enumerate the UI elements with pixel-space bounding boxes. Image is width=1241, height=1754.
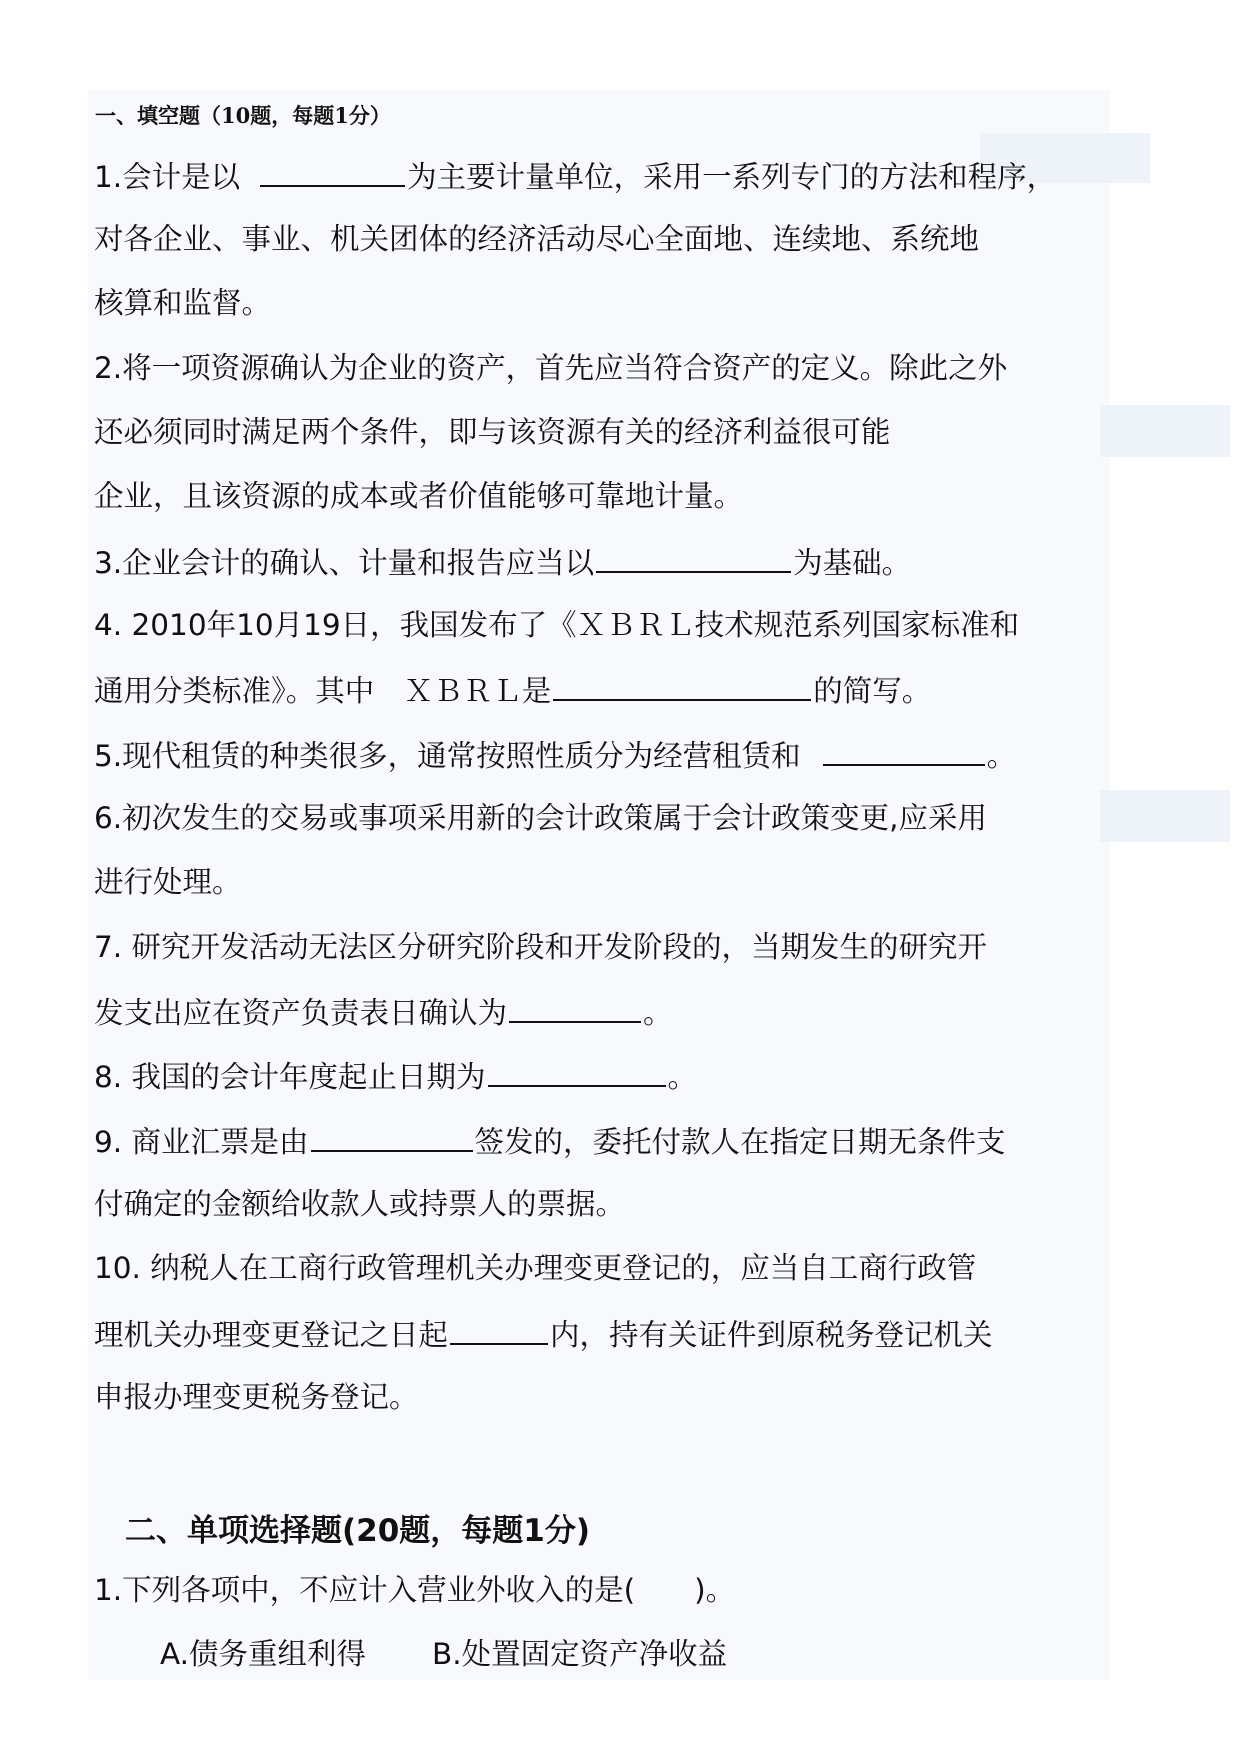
line-text: 9. 商业汇票是由 [94, 1125, 309, 1159]
line-text: 1.会计是以 [94, 160, 241, 194]
line-text: 3.企业会计的确认、计量和报告应当以 [94, 546, 595, 580]
section-1-title: 一、填空题（10题，每题1分） [95, 103, 391, 128]
line-text: 。 [643, 996, 673, 1030]
question-5-line [94, 734, 1016, 776]
question-4-line-2 [94, 669, 931, 711]
highlight-strip [1100, 790, 1230, 842]
line-text: 为基础。 [793, 546, 912, 580]
line-text: 。 [667, 1060, 698, 1094]
line-text: 5.现代租赁的种类很多，通常按照性质分为经营租赁和 [94, 739, 801, 773]
question-10-line-1: 10. 纳税人在工商行政管理机关办理变更登记的，应当自工商行政管 [94, 1251, 977, 1285]
question-2-line-1: 2.将一项资源确认为企业的资产，首先应当符合资产的定义。除此之外 [94, 351, 1008, 385]
question-1-line-2: 对各企业、事业、机关团体的经济活动尽心全面地、连续地、系统地 [94, 222, 980, 256]
question-1-line-1 [94, 155, 1056, 197]
section-2-title: 二、单项选择题(20题，每题1分) [125, 1513, 591, 1549]
line-text: 。 [986, 739, 1017, 773]
fill-blank[interactable] [488, 1055, 666, 1087]
question-6-line-2: 进行处理。 [94, 865, 242, 899]
question-4-line-1: 4. 2010年10月19日，我国发布了《ＸＢＲＬ技术规范系列国家标准和 [94, 608, 1020, 642]
fill-blank[interactable] [553, 669, 811, 701]
option-b[interactable]: B.处置固定资产净收益 [432, 1637, 728, 1671]
fill-blank[interactable] [450, 1313, 548, 1345]
line-text: 通用分类标准》。其中 ＸＢＲＬ是 [94, 674, 552, 708]
mc-question-1-stem: 1.下列各项中，不应计入营业外收入的是( )。 [94, 1573, 736, 1607]
question-8-line [94, 1055, 697, 1097]
question-6-line-1: 6.初次发生的交易或事项采用新的会计政策属于会计政策变更,应采用 [94, 801, 988, 835]
question-10-line-3: 申报办理变更税务登记。 [94, 1380, 419, 1414]
line-text: 发支出应在资产负责表日确认为 [94, 996, 508, 1030]
line-text: 的简写。 [813, 674, 932, 708]
line-text: 理机关办理变更登记之日起 [94, 1318, 449, 1352]
fill-blank[interactable] [260, 155, 405, 187]
question-7-line-1: 7. 研究开发活动无法区分研究阶段和开发阶段的，当期发生的研究开 [94, 930, 988, 964]
highlight-strip [1100, 405, 1230, 457]
question-7-line-2 [94, 991, 673, 1033]
question-10-line-2 [94, 1313, 993, 1355]
line-text: 内，持有关证件到原税务登记机关 [550, 1318, 993, 1352]
line-text: 8. 我国的会计年度起止日期为 [94, 1060, 486, 1094]
line-text: 为主要计量单位，采用一系列专门的方法和程序， [407, 160, 1057, 194]
fill-blank[interactable] [509, 991, 641, 1023]
question-2-line-2: 还必须同时满足两个条件，即与该资源有关的经济利益很可能 [94, 415, 891, 449]
line-text: 签发的，委托付款人在指定日期无条件支 [474, 1125, 1006, 1159]
option-a[interactable]: A.债务重组利得 [160, 1637, 367, 1671]
question-1-line-3: 核算和监督。 [94, 286, 272, 320]
question-3-line [94, 541, 911, 583]
question-9-line-1 [94, 1120, 1006, 1162]
mc-question-1-options [160, 1634, 727, 1674]
question-9-line-2: 付确定的金额给收款人或持票人的票据。 [94, 1187, 626, 1221]
fill-blank[interactable] [596, 541, 791, 573]
question-2-line-3: 企业，且该资源的成本或者价值能够可靠地计量。 [94, 479, 744, 513]
fill-blank[interactable] [311, 1120, 473, 1152]
fill-blank[interactable] [823, 734, 985, 766]
